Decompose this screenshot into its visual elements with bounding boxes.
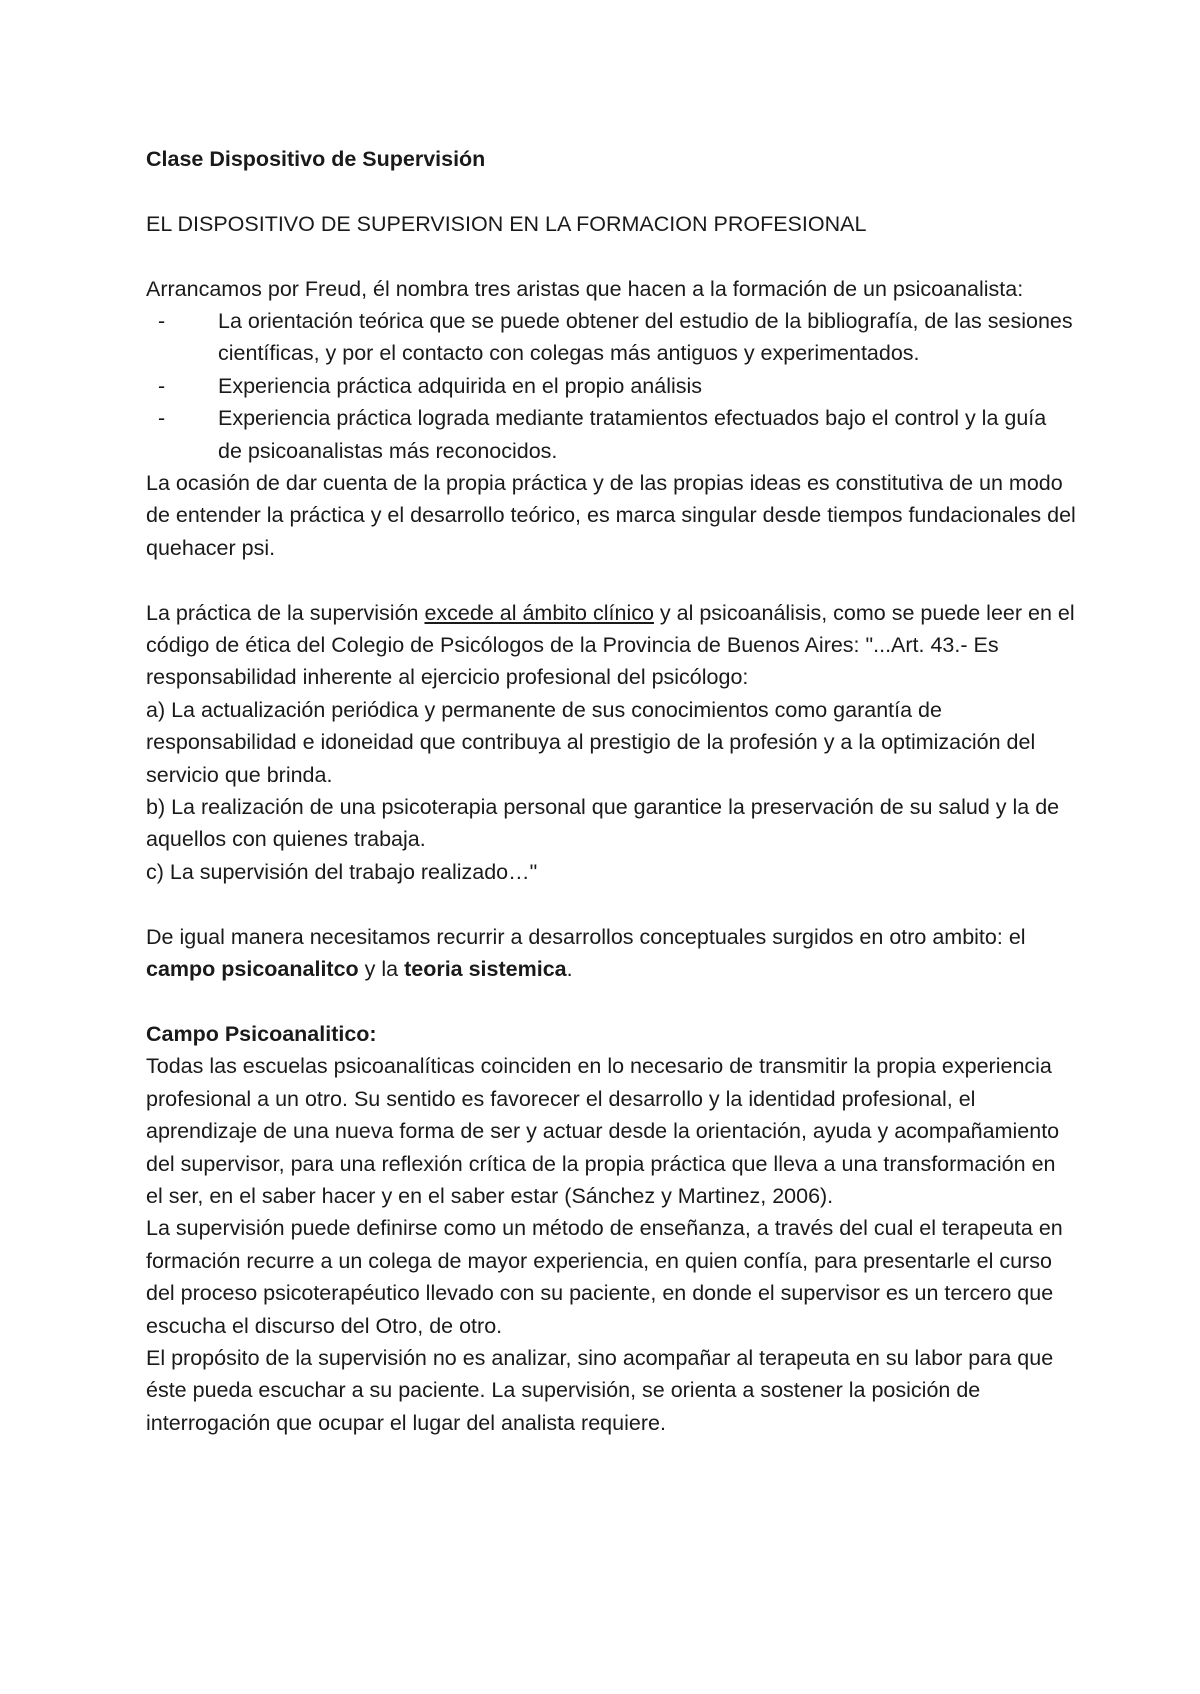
spacer [146, 175, 1076, 207]
spacer [146, 240, 1076, 272]
ethics-item-b: b) La realización de una psicoterapia personal que garantice la preservación de su salud y la de aquellos con quienes trabaja. [146, 795, 1060, 852]
list-item [146, 402, 1076, 467]
equal-text-end: . [566, 957, 573, 982]
underlined-phrase: excede al ámbito clínico [424, 600, 654, 625]
campo-paragraph: Todas las escuelas psicoanalíticas coinciden en lo necesario de transmitir la propia experiencia profesional a un otro. Su sentido es favorecer el desarrollo y la identidad profesional, el aprendizaje de una nueva forma de ser y actuar desde la orientación, ayuda y acompañamiento del supervisor, para una reflexión crítica de la propia práctica que lleva a una transformación en el ser, en el saber hacer y en el saber estar (Sánchez y Martinez, 2006). [146, 1054, 1060, 1208]
dash-bullet: - [158, 373, 166, 398]
ethics-item-a: a) La actualización periódica y permanente de sus conocimientos como garantía de responsabilidad e idoneidad que contribuya al prestigio de la profesión y a la optimización del servicio que brinda. [146, 697, 1036, 787]
ethics-item-c: c) La supervisión del trabajo realizado…" [146, 859, 538, 884]
freud-list [146, 305, 1076, 467]
list-item-text: Experiencia práctica adquirida en el propio análisis [218, 373, 703, 398]
equal-text-middle: y la [358, 957, 405, 982]
practice-paragraph [146, 597, 1076, 694]
document-title: Clase Dispositivo de Supervisión [146, 147, 486, 171]
equal-text-before: De igual manera necesitamos recurrir a desarrollos conceptuales surgidos en otro ambito: el [146, 924, 1026, 949]
spacer [146, 986, 1076, 1018]
campo-heading: Campo Psicoanalitico: [146, 1021, 377, 1046]
bold-term-teoria: teoria sistemica [404, 957, 567, 982]
practice-text-before: La práctica de la supervisión [146, 600, 425, 625]
list-item-text: Experiencia práctica lograda mediante tratamientos efectuados bajo el control y la guía de psicoanalistas más reconocidos. [218, 406, 1047, 463]
occasion-paragraph: La ocasión de dar cuenta de la propia práctica y de las propias ideas es constitutiva de un modo de entender la práctica y el desarrollo teórico, es marca singular desde tiempos fundacionales del quehacer psi. [146, 471, 1076, 560]
campo-paragraph: La supervisión puede definirse como un método de enseñanza, a través del cual el terapeuta en formación recurre a un colega de mayor experiencia, en quien confía, para presentarle el curso del proceso psicoterapéutico llevado con su paciente, en donde el supervisor es un tercero que escucha el discurso del Otro, de otro. [146, 1216, 1063, 1338]
dash-bullet: - [158, 406, 166, 431]
spacer [146, 564, 1076, 596]
list-item-text: La orientación teórica que se puede obtener del estudio de la bibliografía, de las sesiones científicas, y por el contacto con colegas más antiguos y experimentados. [218, 309, 1073, 366]
bold-term-campo: campo psicoanalitco [146, 957, 359, 982]
equal-paragraph [146, 921, 1076, 986]
dash-bullet: - [158, 309, 166, 333]
intro-paragraph: Arrancamos por Freud, él nombra tres aristas que hacen a la formación de un psicoanalista: [146, 276, 1024, 301]
section-heading: EL DISPOSITIVO DE SUPERVISION EN LA FORMACION PROFESIONAL [146, 211, 867, 236]
campo-paragraph: El propósito de la supervisión no es analizar, sino acompañar al terapeuta en su labor para que éste pueda escuchar a su paciente. La supervisión, se orienta a sostener la posición de interrogación que ocupar el lugar del analista requiere. [146, 1345, 1054, 1435]
list-item [146, 305, 1076, 370]
spacer [146, 888, 1076, 920]
practice-text-after: y al psicoanálisis, como se puede leer en el código de ética del Colegio de Psicólogos de la Provincia de Buenos Aires: "...Art. 43.- Es responsabilidad inherente al ejercicio profesional del psicólogo: [146, 600, 1075, 690]
document-page [146, 143, 1076, 1439]
list-item [146, 370, 1076, 402]
